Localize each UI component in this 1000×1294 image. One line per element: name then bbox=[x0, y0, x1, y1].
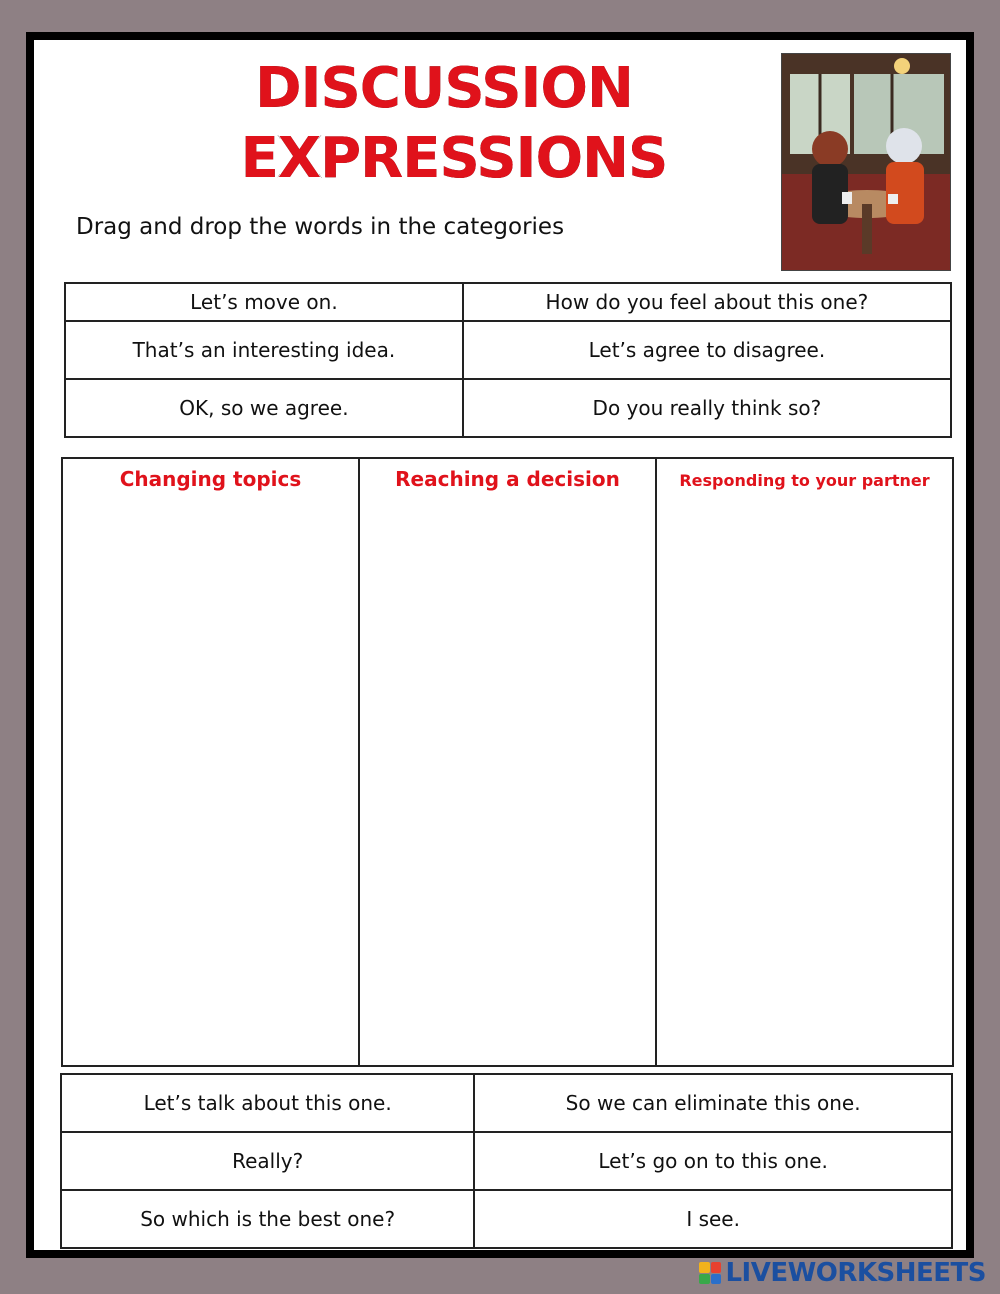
category-changing-topics bbox=[63, 459, 360, 1065]
category-responding bbox=[657, 459, 952, 1065]
phrase-card[interactable]: So we can eliminate this one. bbox=[474, 1074, 952, 1132]
top-phrase-bank bbox=[64, 282, 952, 438]
phrase-card[interactable]: Really? bbox=[61, 1132, 474, 1190]
phrase-card[interactable]: Do you really think so? bbox=[463, 379, 951, 437]
bottom-phrase-bank bbox=[60, 1073, 953, 1249]
phrase-card[interactable]: Let’s go on to this one. bbox=[474, 1132, 952, 1190]
phrase-card[interactable]: Let’s talk about this one. bbox=[61, 1074, 474, 1132]
brand-name: LIVEWORKSHEETS bbox=[725, 1258, 986, 1288]
instruction-text: Drag and drop the words in the categories bbox=[76, 214, 565, 240]
phrase-card[interactable]: Let’s agree to disagree. bbox=[463, 321, 951, 379]
liveworksheets-logo bbox=[699, 1258, 986, 1288]
phrase-card[interactable]: So which is the best one? bbox=[61, 1190, 474, 1248]
table-row bbox=[61, 1132, 952, 1190]
phrase-card[interactable]: That’s an interesting idea. bbox=[65, 321, 463, 379]
phrase-card[interactable]: Let’s move on. bbox=[65, 283, 463, 321]
table-row bbox=[65, 283, 951, 321]
category-reaching-decision bbox=[360, 459, 657, 1065]
drop-zone-responding[interactable] bbox=[657, 503, 952, 1065]
phrase-card[interactable]: How do you feel about this one? bbox=[463, 283, 951, 321]
phrase-card[interactable]: OK, so we agree. bbox=[65, 379, 463, 437]
title-line-2: EXPRESSIONS bbox=[240, 126, 668, 191]
cafe-illustration-art bbox=[782, 54, 951, 271]
phrase-card[interactable]: I see. bbox=[474, 1190, 952, 1248]
drop-zone-changing-topics[interactable] bbox=[63, 503, 358, 1065]
table-row bbox=[61, 1190, 952, 1248]
table-row bbox=[65, 379, 951, 437]
table-row bbox=[61, 1074, 952, 1132]
category-heading: Reaching a decision bbox=[395, 467, 620, 491]
category-grid bbox=[61, 457, 954, 1067]
title-line-1: DISCUSSION bbox=[255, 56, 633, 121]
category-heading: Responding to your partner bbox=[679, 471, 930, 490]
logo-icon bbox=[699, 1262, 721, 1284]
worksheet-page bbox=[34, 40, 966, 1250]
table-row bbox=[65, 321, 951, 379]
worksheet-frame bbox=[26, 32, 974, 1258]
cafe-illustration bbox=[781, 53, 951, 271]
category-heading: Changing topics bbox=[119, 467, 302, 491]
drop-zone-reaching-decision[interactable] bbox=[360, 503, 655, 1065]
